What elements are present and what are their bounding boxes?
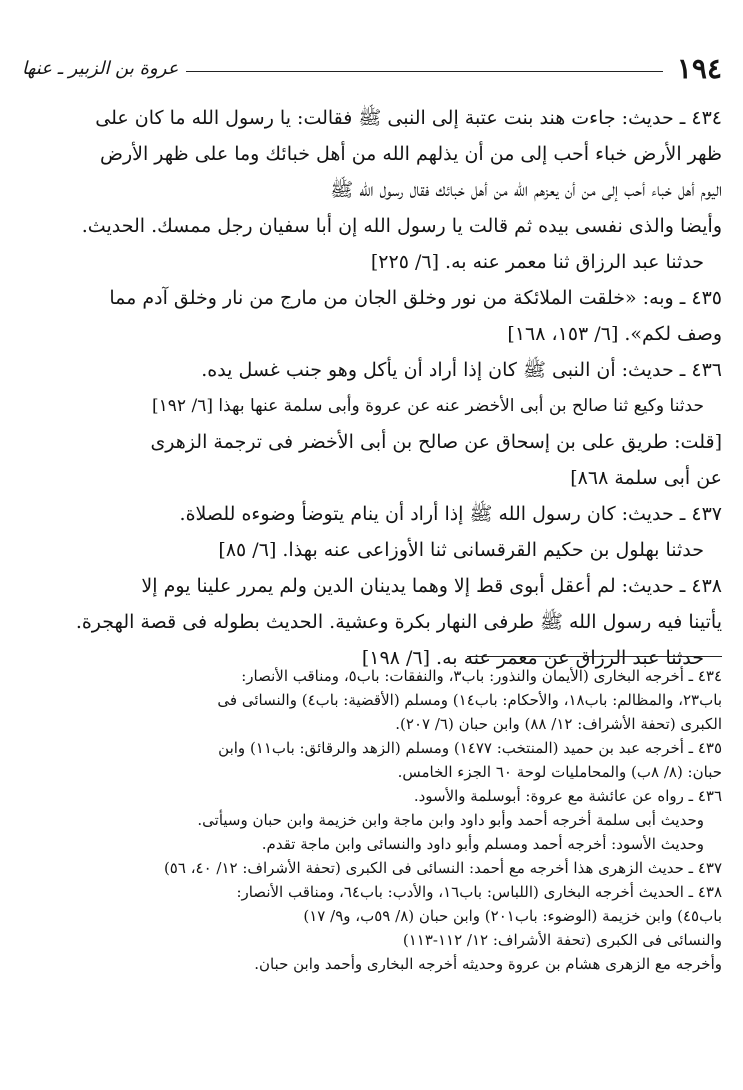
footnote-435-line-2: حبان: (٨/ ٨ب) والمحامليات لوحة ٦٠ الجزء الخامس.: [397, 763, 722, 781]
header-rule: [186, 71, 662, 72]
hadith-434-line-4: وأيضا والذى نفسى بيده ثم قالت يا رسول الله إن أبا سفيان رجل ممسك. الحديث.: [81, 215, 722, 237]
hadith-436-isnad: حدثنا وكيع ثنا صالح بن أبى الأخضر عنه عن عروة وأبى سلمة عنها بهذا [٦/ ١٩٢]: [152, 396, 704, 416]
editor-note-line-2: عن أبى سلمة ٨٦٨]: [570, 467, 722, 489]
hadith-435-line-2: وصف لكم». [٦/ ١٥٣، ١٦٨]: [507, 323, 722, 345]
footnote-438-line-1: ٤٣٨ ـ الحديث أخرجه البخارى (اللباس: باب١٦، والأدب: باب٦٤، ومناقب الأنصار:: [236, 883, 722, 901]
footnotes: [22, 664, 722, 976]
hadith-434-line-2: ظهر الأرض خباء أحب إلى من أن يذلهم الله من أهل خبائك وما على ظهر الأرض: [100, 143, 722, 165]
footnote-436-line-1: ٤٣٦ ـ رواه عن عائشة مع عروة: أبوسلمة والأسود.: [413, 787, 722, 805]
footnote-434-line-1: ٤٣٤ ـ أخرجه البخارى (الأيمان والنذور: باب٣، والنفقات: باب٥، ومناقب الأنصار:: [241, 667, 722, 685]
footnote-434-line-3: الكبرى (تحفة الأشراف: ١٢/ ٨٨) وابن حبان (٦/ ٢٠٧).: [395, 715, 722, 733]
hadith-438-isnad: حدثنا عبد الرزاق عن معمر عنه به. [٦/ ١٩٨]: [361, 647, 704, 669]
hadith-438-line-2: يأتينا فيه رسول الله ﷺ طرفى النهار بكرة وعشية. الحديث بطوله فى قصة الهجرة.: [75, 611, 722, 633]
hadith-438-line-1: ٤٣٨ ـ حديث: لم أعقل أبوى قط إلا وهما يدينان الدين ولم يمرر علينا يوم إلا: [141, 575, 722, 597]
running-title: عروة بن الزبير ـ عنها: [22, 57, 179, 79]
main-text: [22, 100, 722, 676]
page-header: [22, 48, 722, 88]
footnote-435-line-1: ٤٣٥ ـ أخرجه عبد بن حميد (المنتخب: ١٤٧٧) ومسلم (الزهد والرقائق: باب١١) وابن: [218, 739, 722, 757]
hadith-436-line-1: ٤٣٦ ـ حديث: أن النبى ﷺ كان إذا أراد أن يأكل وهو جنب غسل يده.: [201, 359, 722, 381]
footnote-separator: [467, 656, 722, 657]
editor-note-line-1: [قلت: طريق على بن إسحاق عن صالح بن أبى الأخضر فى ترجمة الزهرى: [150, 431, 722, 453]
hadith-434-line-3: اليوم أهل خباء أحب إلى من أن يعزهم الله من أهل خبائك فقال رسول الله ﷺ: [330, 179, 722, 201]
footnote-436-line-2: وحديث أبى سلمة أخرجه أحمد وأبو داود وابن ماجة وابن خزيمة وابن حبان وسيأتى.: [197, 811, 704, 829]
hadith-437-isnad: حدثنا بهلول بن حكيم القرقسانى ثنا الأوزاعى عنه بهذا. [٦/ ٨٥]: [218, 539, 704, 561]
hadith-434-line-1: ٤٣٤ ـ حديث: جاءت هند بنت عتبة إلى النبى ﷺ فقالت: يا رسول الله ما كان على: [95, 107, 722, 129]
footnote-436-line-3: وحديث الأسود: أخرجه أحمد ومسلم وأبو داود والنسائى وابن ماجة تقدم.: [261, 835, 704, 853]
footnote-438-line-4: وأخرجه مع الزهرى هشام بن عروة وحديثه أخرجه البخارى وأحمد وابن حبان.: [254, 955, 722, 973]
footnote-434-line-2: باب٢٣، والمظالم: باب١٨، والأحكام: باب١٤) ومسلم (الأقضية: باب٤) والنسائى فى: [217, 691, 722, 709]
page-number: ١٩٤: [676, 51, 722, 85]
footnote-438-line-2: باب٤٥) وابن خزيمة (الوضوء: باب٢٠١) وابن حبان (٨/ ٥٩ب، و٩/ ١٧): [303, 907, 722, 925]
document-page: [22, 48, 722, 1078]
footnote-438-line-3: والنسائى فى الكبرى (تحفة الأشراف: ١٢/ ١١٢-١١٣): [402, 931, 722, 949]
hadith-437-line-1: ٤٣٧ ـ حديث: كان رسول الله ﷺ إذا أراد أن ينام يتوضأ وضوءه للصلاة.: [179, 503, 722, 525]
hadith-435-line-1: ٤٣٥ ـ وبه: «خلقت الملائكة من نور وخلق الجان من مارج من نار وخلق آدم مما: [109, 287, 722, 309]
footnote-437-line-1: ٤٣٧ ـ حديث الزهرى هذا أخرجه مع أحمد: النسائى فى الكبرى (تحفة الأشراف: ١٢/ ٤٠، ٥٦): [163, 859, 722, 877]
hadith-434-isnad: حدثنا عبد الرزاق ثنا معمر عنه به. [٦/ ٢٢٥]: [370, 251, 704, 273]
